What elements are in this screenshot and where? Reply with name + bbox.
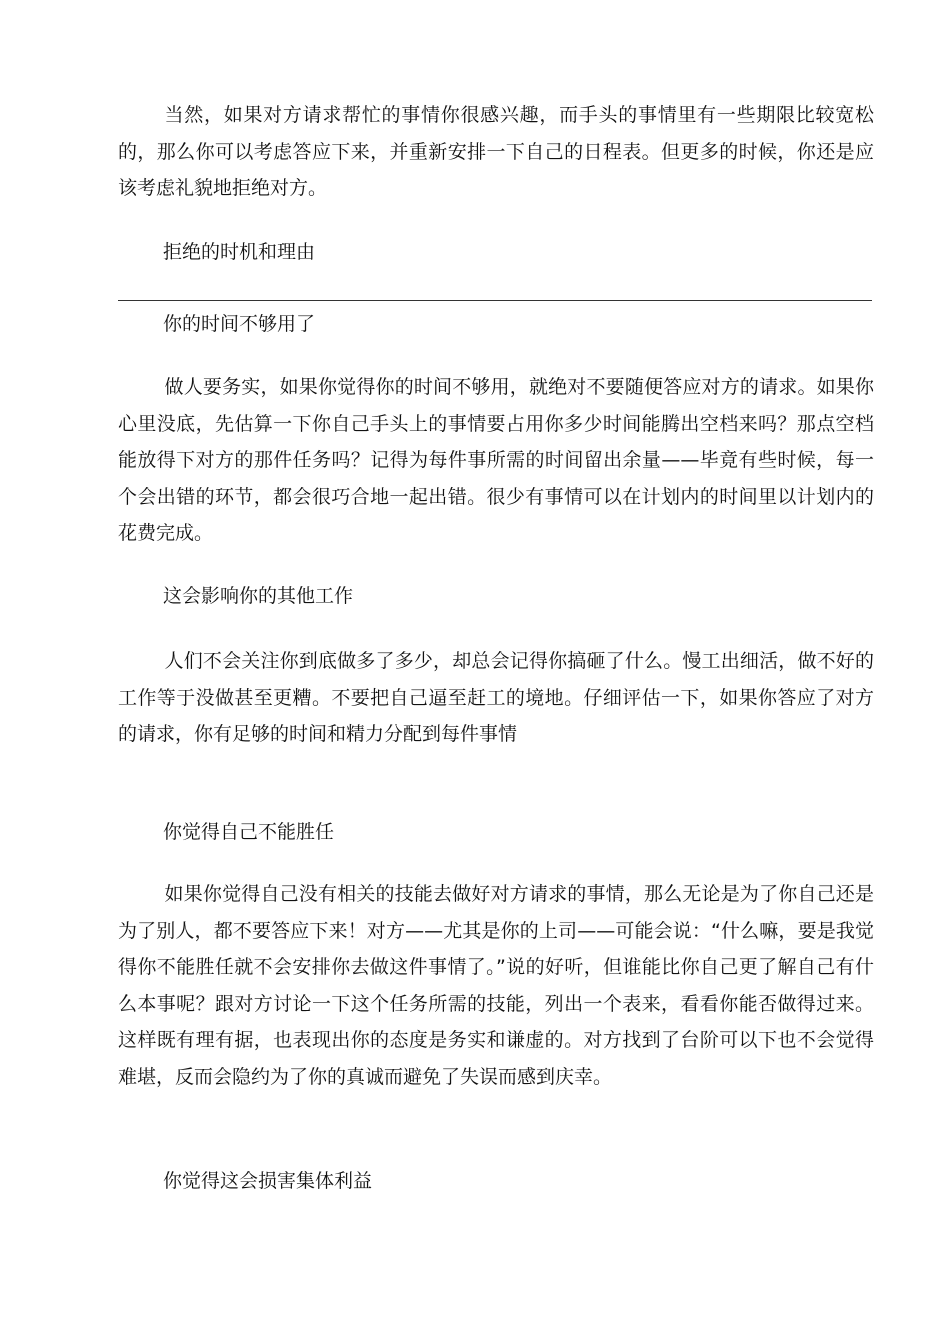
reason-heading-other-work: 这会影响你的其他工作 bbox=[163, 585, 354, 607]
reason-heading-collective: 你觉得这会损害集体利益 bbox=[163, 1170, 373, 1192]
reason-heading-time: 你的时间不够用了 bbox=[163, 313, 316, 335]
section-title: 拒绝的时机和理由 bbox=[163, 241, 316, 263]
horizontal-divider bbox=[118, 300, 872, 301]
reason-body-competence: 如果你觉得自己没有相关的技能去做好对方请求的事情，那么无论是为了你自己还是为了别人，都不要答应下来！对方——尤其是你的上司——可能会说：“什么嘛，要是我觉得你不能胜任就不会安排你去做这件事情了。”说的好听，但谁能比你自己更了解自己有什么本事呢？跟对方讨论一下这个任务所需的技能，列出一个表来，看看你能否做得过来。这样既有理有据，也表现出你的态度是务实和谦虚的。对方找到了台阶可以下也不会觉得难堪，反而会隐约为了你的真诚而避免了失误而感到庆幸。 bbox=[118, 883, 874, 1088]
intro-paragraph: 当然，如果对方请求帮忙的事情你很感兴趣，而手头的事情里有一些期限比较宽松的，那么你可以考虑答应下来，并重新安排一下自己的日程表。但更多的时候，你还是应该考虑礼貌地拒绝对方。 bbox=[118, 104, 874, 199]
reason-heading-competence: 你觉得自己不能胜任 bbox=[163, 821, 335, 843]
reason-body-other-work: 人们不会关注你到底做多了多少，却总会记得你搞砸了什么。慢工出细活，做不好的工作等于没做甚至更糟。不要把自己逼至赶工的境地。仔细评估一下，如果你答应了对方的请求，你有足够的时间和精力分配到每件事情 bbox=[118, 650, 874, 745]
reason-body-time: 做人要务实，如果你觉得你的时间不够用，就绝对不要随便答应对方的请求。如果你心里没底，先估算一下你自己手头上的事情要占用你多少时间能腾出空档来吗？那点空档能放得下对方的那件任务吗？记得为每件事所需的时间留出余量——毕竟有些时候，每一个会出错的环节，都会很巧合地一起出错。很少有事情可以在计划内的时间里以计划内的花费完成。 bbox=[118, 376, 874, 544]
